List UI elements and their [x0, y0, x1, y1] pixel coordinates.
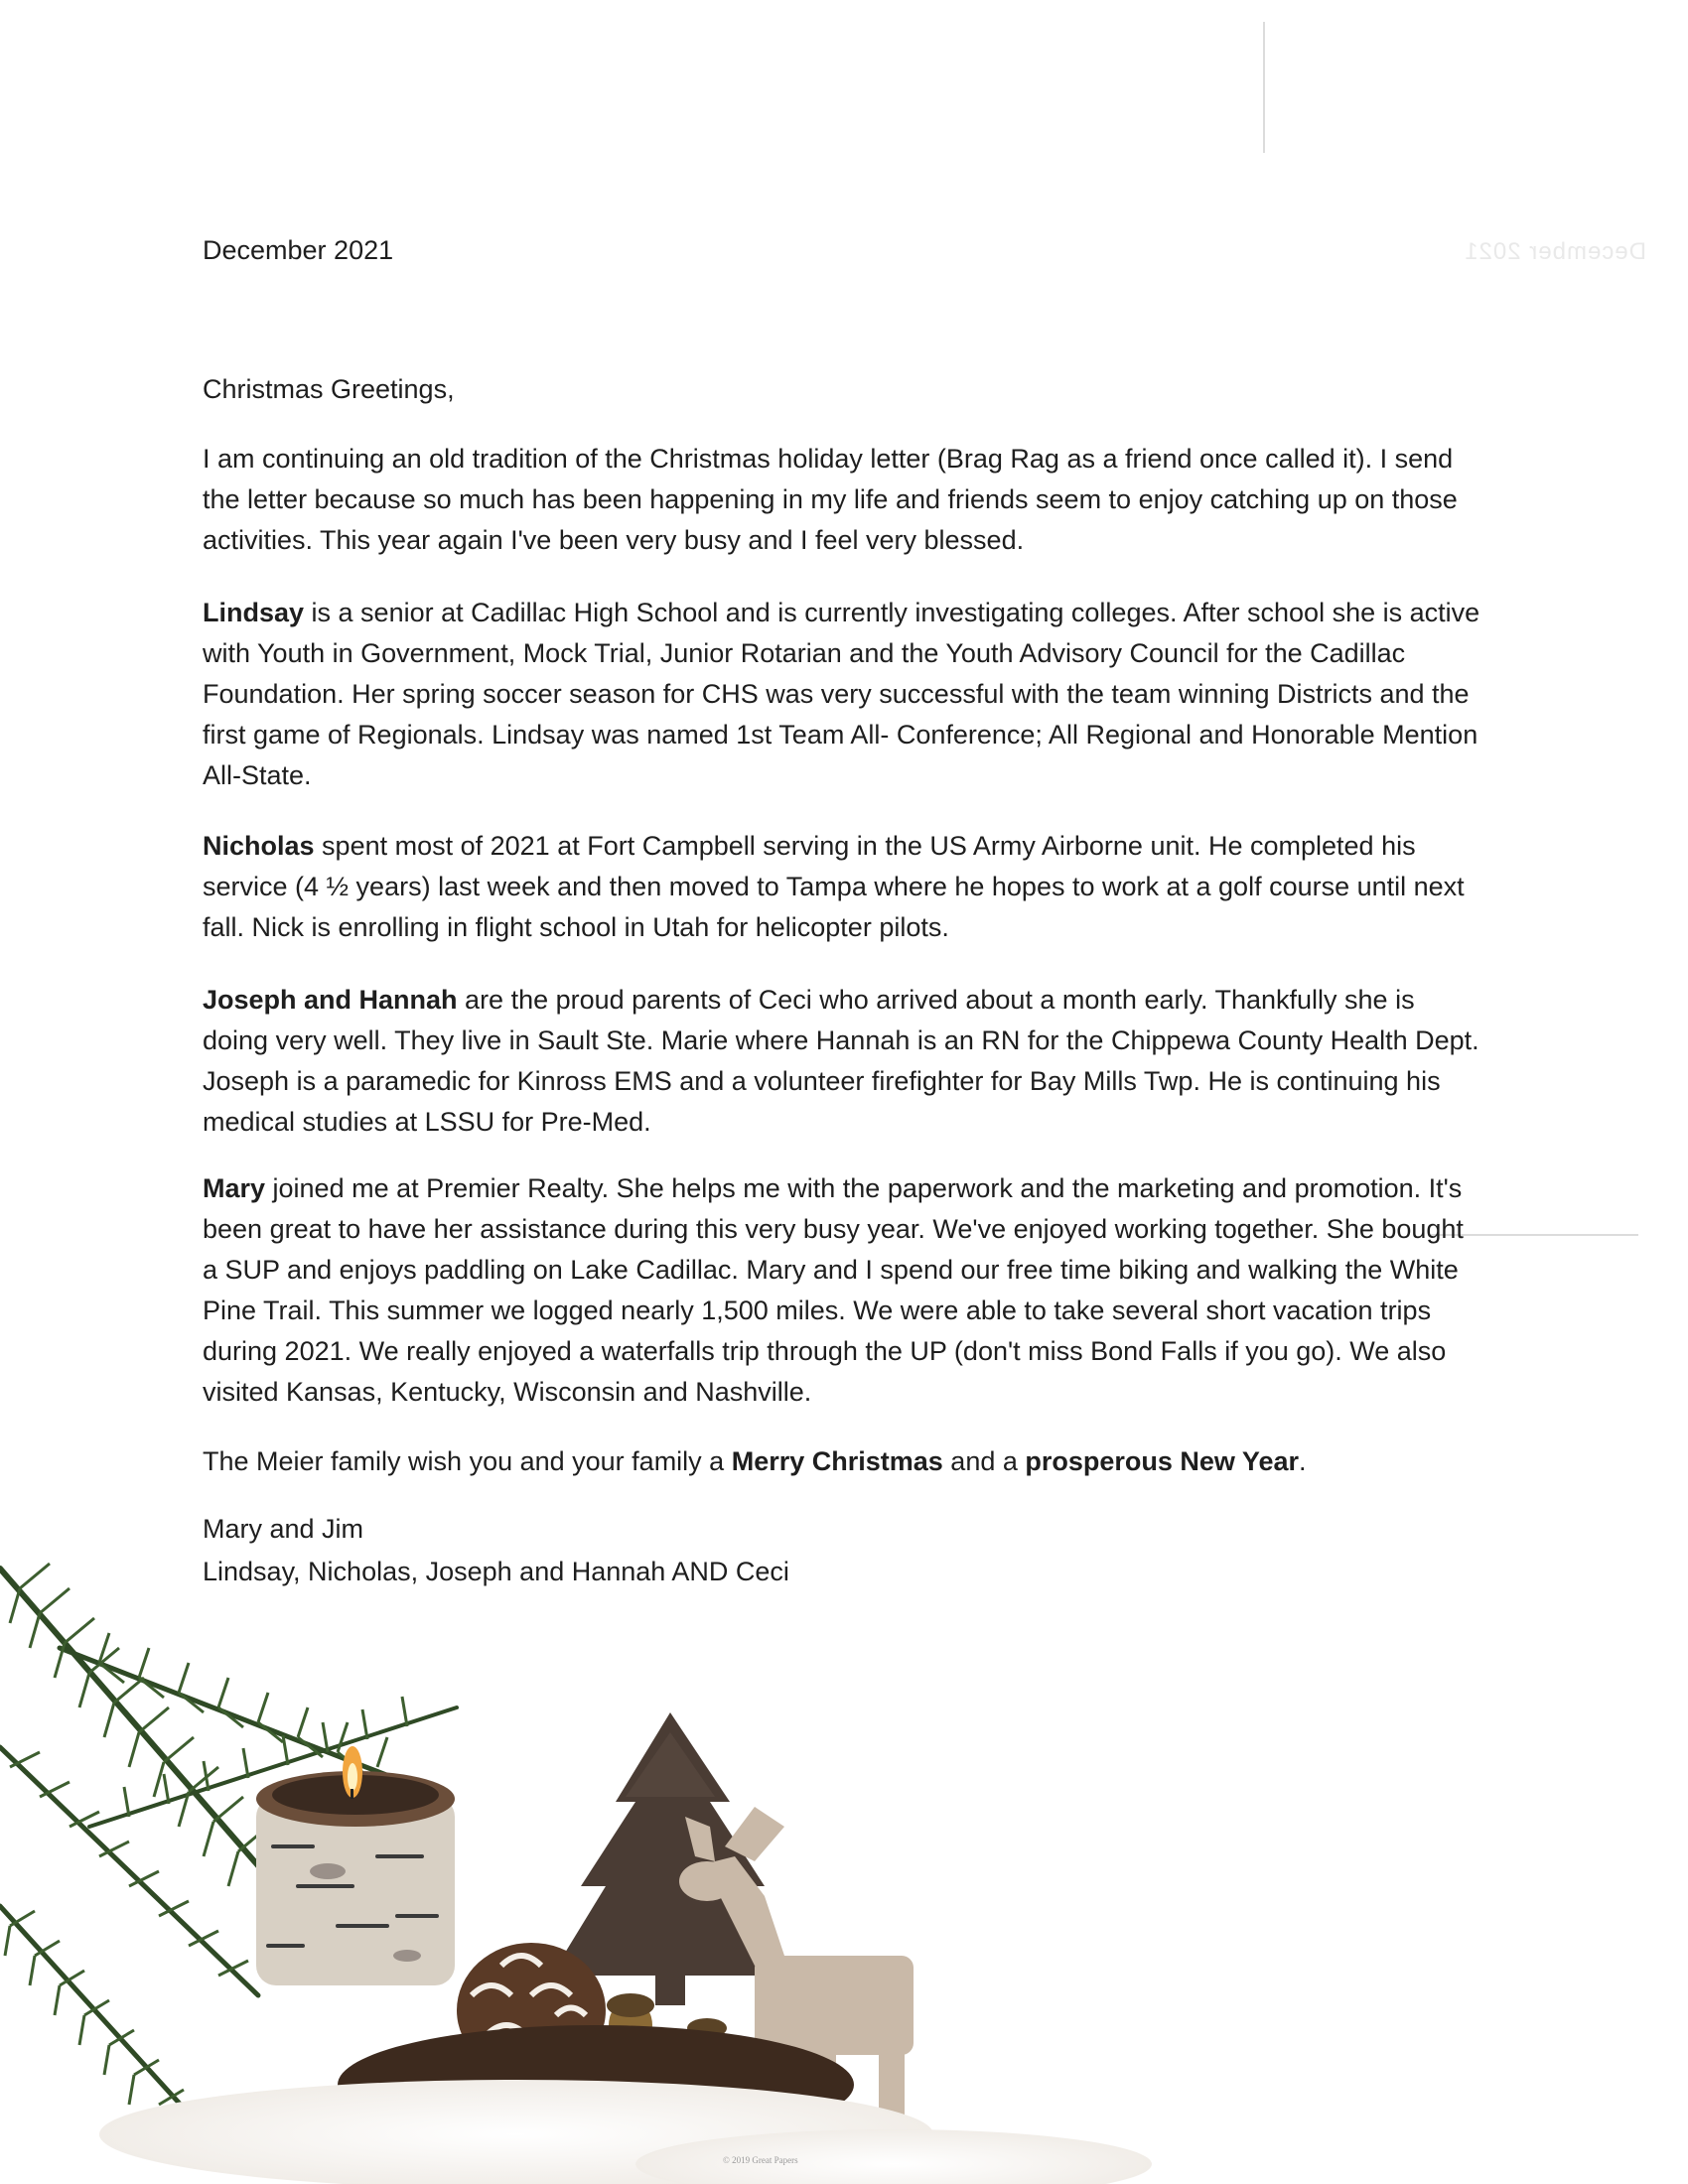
paragraph-text: I am continuing an old tradition of the Christmas holiday letter (Brag Rag as a friend once called it). I send the letter because so much has been happening in my life and friends seem to enjoy catching up on those activities. This year again I've been very busy and I feel very blessed.: [203, 444, 1458, 555]
signature-line-2: Lindsay, Nicholas, Joseph and Hannah AND Ceci: [203, 1557, 789, 1586]
birch-candle-icon: [256, 1771, 455, 1985]
paragraph-lindsay: [203, 593, 1483, 796]
paragraph-text: are the proud parents of Ceci who arrived about a month early. Thankfully she is doing very well. They live in Sault Ste. Marie where Hannah is an RN for the Chippewa County Health Dept. Joseph is a paramedic for Kinross EMS and a volunteer firefighter for Bay Mills Twp. He is continuing his medical studies at LSSU for Pre-Med.: [203, 985, 1479, 1137]
letter-greeting: Christmas Greetings,: [203, 374, 455, 404]
paragraph-mary: [203, 1168, 1483, 1413]
closing-text: .: [1299, 1446, 1307, 1476]
paragraph-joseph-hannah: [203, 980, 1483, 1143]
letter-date: December 2021: [203, 235, 394, 265]
closing-text: The Meier family wish you and your family a: [203, 1446, 732, 1476]
paragraph-intro: [203, 439, 1483, 561]
bleed-through-text: December 2021: [1464, 238, 1646, 265]
closing-new-year: prosperous New Year: [1025, 1446, 1299, 1476]
letter-body: [203, 230, 1483, 1586]
paragraph-lead: Mary: [203, 1173, 266, 1203]
paragraph-lead: Nicholas: [203, 831, 315, 861]
paragraph-lead: Lindsay: [203, 598, 305, 627]
paragraph-text: is a senior at Cadillac High School and is currently investigating colleges. After school she is active with Youth in Government, Mock Trial, Junior Rotarian and the Youth Advisory Council for the Cadillac Foundation. Her spring soccer season for CHS was very successful with the team winning Districts and the first game of Regionals. Lindsay was named 1st Team All- Conference; All Regional and Honorable Mention All-State.: [203, 598, 1480, 790]
paragraph-nicholas: [203, 826, 1483, 948]
closing-text: and a: [942, 1446, 1026, 1476]
paragraph-lead: Joseph and Hannah: [203, 985, 458, 1015]
closing-wish: [203, 1441, 1483, 1482]
signature-line-1: Mary and Jim: [203, 1514, 364, 1544]
snowy-ground-icon: [99, 2025, 1152, 2184]
artwork-credit: © 2019 Great Papers: [723, 2155, 798, 2165]
scan-artifact-line: [1263, 22, 1265, 153]
paragraph-text: joined me at Premier Realty. She helps me with the paperwork and the marketing and promotion. It's been great to have her assistance during this very busy year. We've enjoyed working together. She bought a SUP and enjoys paddling on Lake Cadillac. Mary and I spend our free time biking and walking the White Pine Trail. This summer we logged nearly 1,500 miles. We were able to take several short vacation trips during 2021. We really enjoyed a waterfalls trip through the UP (don't miss Bond Falls if you go). We also visited Kansas, Kentucky, Wisconsin and Nashville.: [203, 1173, 1464, 1407]
closing-merry-christmas: Merry Christmas: [731, 1446, 943, 1476]
paragraph-text: spent most of 2021 at Fort Campbell serving in the US Army Airborne unit. He completed his service (4 ½ years) last week and then moved to Tampa where he hopes to work at a golf course until next fall. Nick is enrolling in flight school in Utah for helicopter pilots.: [203, 831, 1465, 942]
holiday-artwork: [0, 1529, 1688, 2184]
